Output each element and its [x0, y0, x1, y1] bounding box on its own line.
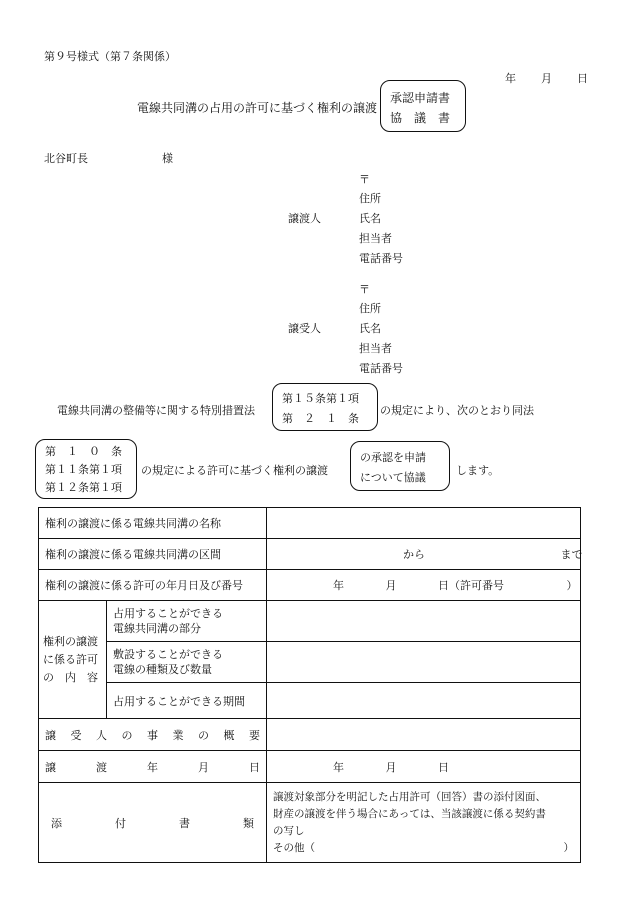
permit-content-group-label: 権利の譲渡 に係る許可 の 内 容 [39, 601, 107, 719]
transferee-contact-label: 担当者 [359, 342, 392, 355]
attachments-line3: の写し [273, 824, 305, 837]
table-row-attachments [39, 783, 581, 863]
article-b-bracket [35, 439, 137, 499]
table-row-name [39, 508, 581, 539]
addressee-honorific: 様 [162, 152, 173, 165]
row-permit-close: ） [566, 579, 578, 592]
table-row-permit-content-1 [39, 601, 581, 642]
row-attachments-label: 添 付 書 類 [39, 783, 267, 863]
transferee-role: 譲受人 [288, 322, 321, 335]
table-row-business [39, 719, 581, 751]
transferor-role: 譲渡人 [288, 212, 321, 225]
table-row-permit-content-3 [39, 683, 581, 719]
transferee-postal-mark: 〒 [359, 283, 370, 296]
option-c-apply: の承認を申請 [360, 451, 426, 464]
table-row-section [39, 539, 581, 570]
permit-content-cable-label: 敷設することができる 電線の種類及び数量 [107, 642, 267, 683]
article-a-bracket [272, 383, 378, 431]
row-name-value[interactable] [267, 508, 581, 539]
row-transfer-month: 月 [385, 760, 397, 774]
row-attachments-value[interactable] [267, 783, 581, 863]
option-c-bracket [350, 441, 450, 491]
row-section-value[interactable] [267, 539, 581, 570]
statement-middle2: の規定による許可に基づく権利の譲渡 [141, 464, 328, 477]
permit-content-period-label: 占用することができる期間 [107, 683, 267, 719]
row-business-value[interactable] [267, 719, 581, 751]
title-option-bracket [380, 80, 466, 132]
article-a-option1: 第１５条第１項 [282, 392, 359, 405]
transferee-name-label: 氏名 [359, 322, 381, 335]
permit-content-period-value[interactable] [267, 683, 581, 719]
statement-law-name: 電線共同溝の整備等に関する特別措置法 [57, 404, 255, 417]
table-row-permit [39, 570, 581, 601]
row-permit-day: 日（許可番号 [438, 579, 504, 592]
transferor-address-label: 住所 [359, 192, 381, 205]
row-permit-month: 月 [385, 579, 397, 592]
attachments-line2: 財産の譲渡を伴う場合にあっては、当該譲渡に係る契約書 [273, 807, 546, 820]
row-transfer-day: 日 [438, 760, 449, 774]
row-section-from: から [403, 548, 425, 561]
date-day: 日 [577, 72, 588, 85]
table-row-transfer-date [39, 751, 581, 783]
permit-content-part-value[interactable] [267, 601, 581, 642]
transferee-phone-label: 電話番号 [359, 362, 403, 375]
permit-content-part-label [107, 601, 267, 642]
form-number: 第９号様式（第７条関係） [44, 50, 176, 63]
article-a-option2: 第 ２ １ 条 [282, 412, 359, 425]
document-title: 電線共同溝の占用の許可に基づく権利の譲渡 [137, 101, 378, 115]
article-b-option1: 第 １ ０ 条 [45, 445, 122, 458]
option-c-consult: について協議 [360, 471, 426, 484]
permit-content-cable-value[interactable] [267, 642, 581, 683]
transferor-name-label: 氏名 [359, 212, 381, 225]
attachments-other-line: その他（ ） [273, 841, 574, 854]
row-transfer-date-value[interactable] [267, 751, 581, 783]
statement-tail2: します。 [456, 464, 500, 477]
part-label-line1: 占用することができる [113, 607, 223, 620]
table-row-permit-content-2 [39, 642, 581, 683]
transferee-address-label: 住所 [359, 302, 381, 315]
title-option-approval: 承認申請書 [390, 91, 451, 105]
statement-tail1: の規定により、次のとおり同法 [380, 404, 534, 417]
addressee-name: 北谷町長 [44, 152, 88, 165]
transfer-details-table [38, 507, 581, 863]
date-month: 月 [541, 72, 552, 85]
transferor-phone-label: 電話番号 [359, 252, 403, 265]
row-permit-label: 権利の譲渡に係る許可の年月日及び番号 [39, 570, 267, 601]
attachments-line1: 譲渡対象部分を明記した占用許可（回答）書の添付図面、 [273, 790, 546, 803]
part-label-line2: 電線共同溝の部分 [113, 622, 201, 635]
transferor-postal-mark: 〒 [359, 173, 370, 186]
row-permit-year: 年 [333, 579, 344, 592]
transferor-contact-label: 担当者 [359, 232, 392, 245]
row-business-label: 譲 受 人 の 事 業 の 概 要 [39, 719, 267, 751]
date-year: 年 [505, 72, 516, 85]
article-b-option3: 第１２条第１項 [45, 481, 122, 494]
row-section-to: まで [560, 548, 583, 561]
row-transfer-date-label: 譲 渡 年 月 日 [39, 751, 267, 783]
row-section-label: 権利の譲渡に係る電線共同溝の区間 [39, 539, 267, 570]
row-name-label: 権利の譲渡に係る電線共同溝の名称 [39, 508, 267, 539]
title-option-consultation: 協 議 書 [390, 111, 451, 125]
row-permit-value[interactable] [267, 570, 581, 601]
row-transfer-year: 年 [333, 760, 344, 774]
article-b-option2: 第１１条第１項 [45, 463, 122, 476]
